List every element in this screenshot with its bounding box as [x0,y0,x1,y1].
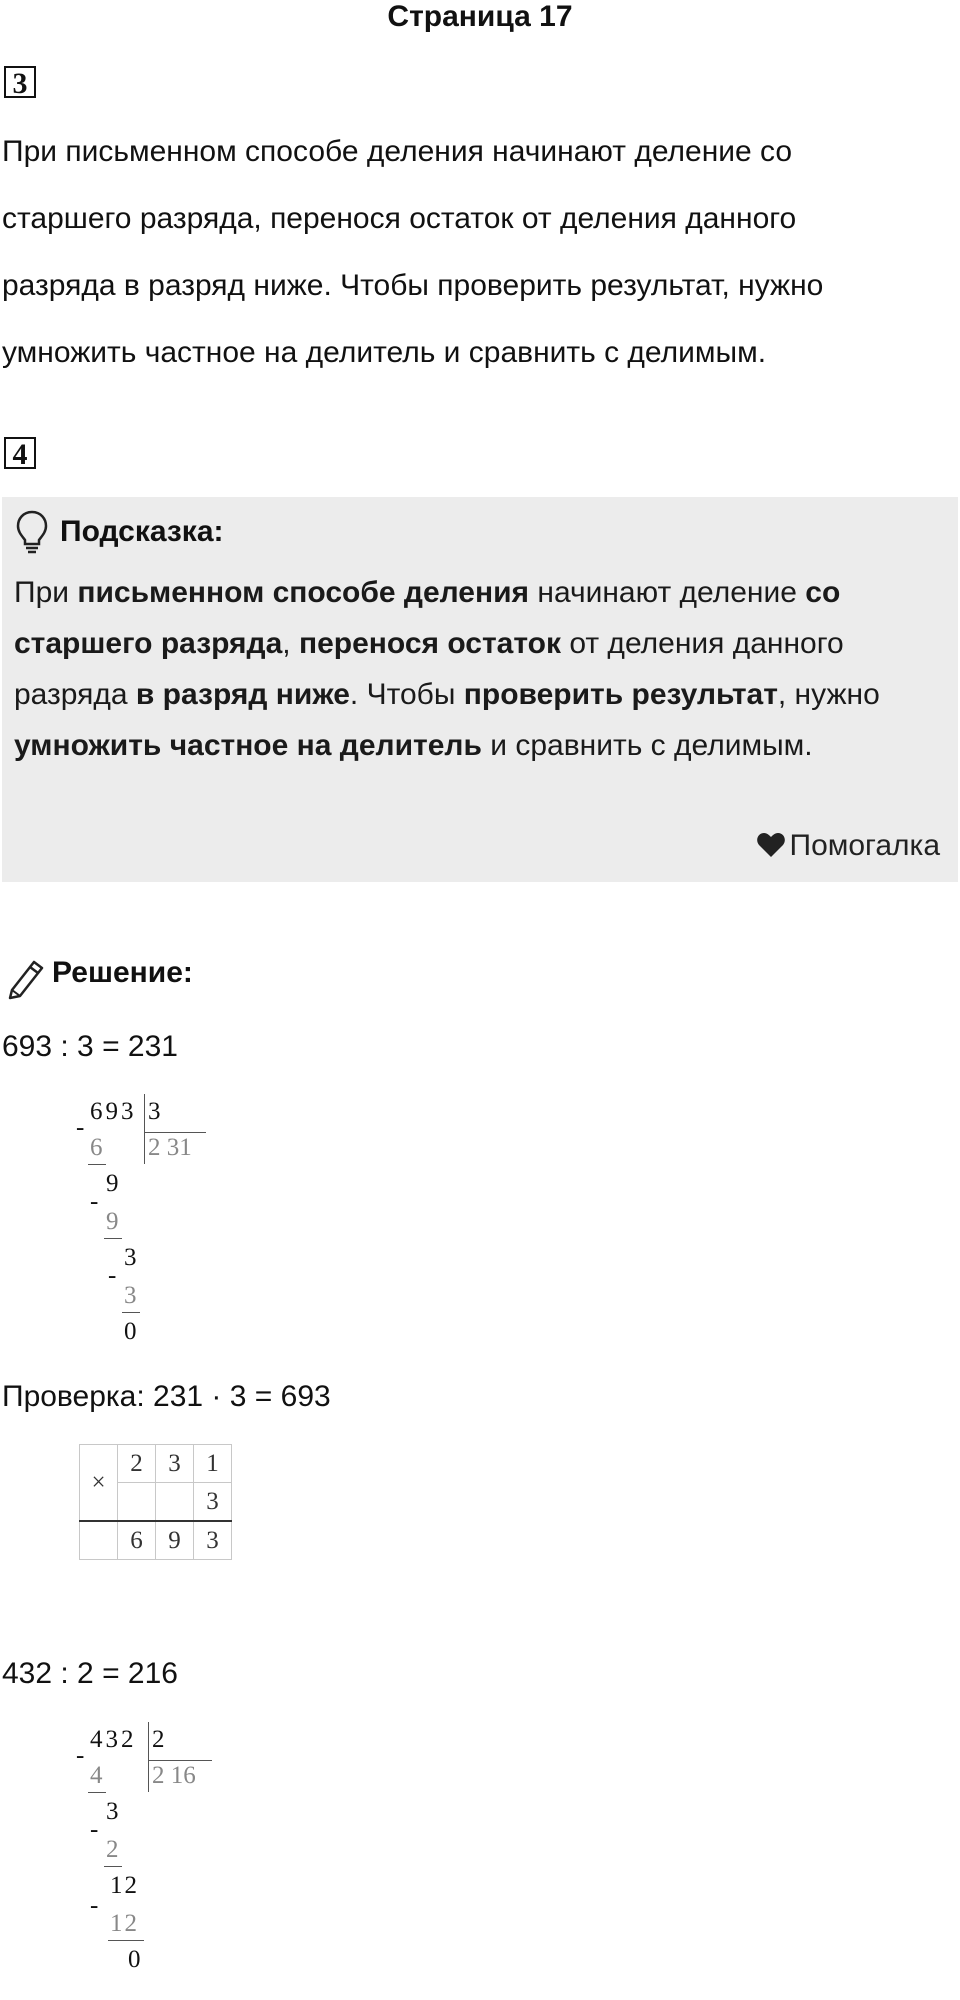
check-text: Проверка: 231 · 3 = 693 [2,1380,331,1413]
minus-sign: - [108,1262,117,1289]
mult-cell [156,1483,194,1522]
hint-bold-term: письменном способе деления [77,576,530,609]
times-sign: × [80,1445,118,1522]
mult-cell: 3 [194,1483,232,1522]
remainder-1: 9 [106,1170,119,1197]
mult-cell: 1 [194,1445,232,1483]
hint-title: Подсказка: [60,515,224,548]
divisor: 2 [152,1726,165,1753]
solution-title: Решение: [52,956,193,989]
remainder-1: 3 [106,1798,119,1825]
hint-bold-term: перенося остаток [298,627,561,660]
long-division-1 [70,1090,230,1350]
remainder-final: 0 [128,1946,141,1973]
mult-cell: 3 [194,1521,232,1560]
multiplication-table [79,1444,232,1560]
mult-cell [80,1521,118,1560]
quotient: 2 31 [148,1134,192,1161]
task3-line-1: При письменном способе деления начинают деление со [2,135,793,168]
minus-sign: - [90,1188,99,1215]
equation-1: 693 : 3 = 231 [2,1030,178,1063]
heart-icon [756,832,786,858]
mult-cell: 9 [156,1521,194,1560]
remainder-final: 0 [124,1318,137,1345]
page-title: Страница 17 [387,0,573,33]
remainder-2: 3 [124,1244,137,1271]
dividend: 432 [90,1726,137,1753]
task-number-4: 4 [4,437,36,469]
subtrahend-1: 6 [90,1134,103,1161]
hint-text-segment: начинают деление [529,576,806,609]
long-division-2 [70,1718,240,1988]
equation-2: 432 : 2 = 216 [2,1657,178,1690]
hint-text-segment: . Чтобы [349,678,464,711]
remainder-2: 12 [110,1872,139,1899]
task3-line-3: разряда в разряд ниже. Чтобы проверить результат, нужно [2,269,824,302]
hint-text-segment: , [282,627,299,660]
task3-line-2: старшего разряда, перенося остаток от деления данного [2,202,797,235]
subtrahend-3: 3 [124,1282,137,1309]
minus-sign: - [90,1892,99,1919]
pencil-icon [4,956,48,1000]
subtrahend-3: 12 [110,1910,139,1937]
divisor: 3 [148,1098,161,1125]
lightbulb-icon [14,509,50,555]
hint-text [14,567,944,771]
subtrahend-2: 9 [106,1208,119,1235]
brand-label [756,829,941,863]
hint-bold-term: умножить частное на делитель [14,729,482,762]
task3-line-4: умножить частное на делитель и сравнить с делимым. [2,336,767,369]
hint-text-segment: и сравнить с делимым. [481,729,813,762]
hint-bold-term: проверить результат [463,678,778,711]
mult-cell: 3 [156,1445,194,1483]
hint-text-segment: , нужно [777,678,880,711]
mult-cell: 2 [118,1445,156,1483]
hint-box [2,497,958,882]
mult-cell: 6 [118,1521,156,1560]
hint-text-segment: При [14,576,78,609]
subtrahend-1: 4 [90,1762,103,1789]
minus-sign: - [90,1816,99,1843]
brand-name: Помогалка [789,829,940,862]
subtrahend-2: 2 [106,1836,119,1863]
minus-sign: - [76,1742,85,1769]
minus-sign: - [76,1114,85,1141]
hint-text-segment: от деления данного разряда [14,627,844,711]
mult-cell [118,1483,156,1522]
hint-bold-term: в разряд ниже [135,678,350,711]
task-number-3: 3 [4,66,36,98]
dividend: 693 [90,1098,137,1125]
hint-bold-term: со старшего разряда [14,576,841,660]
quotient: 2 16 [152,1762,196,1789]
